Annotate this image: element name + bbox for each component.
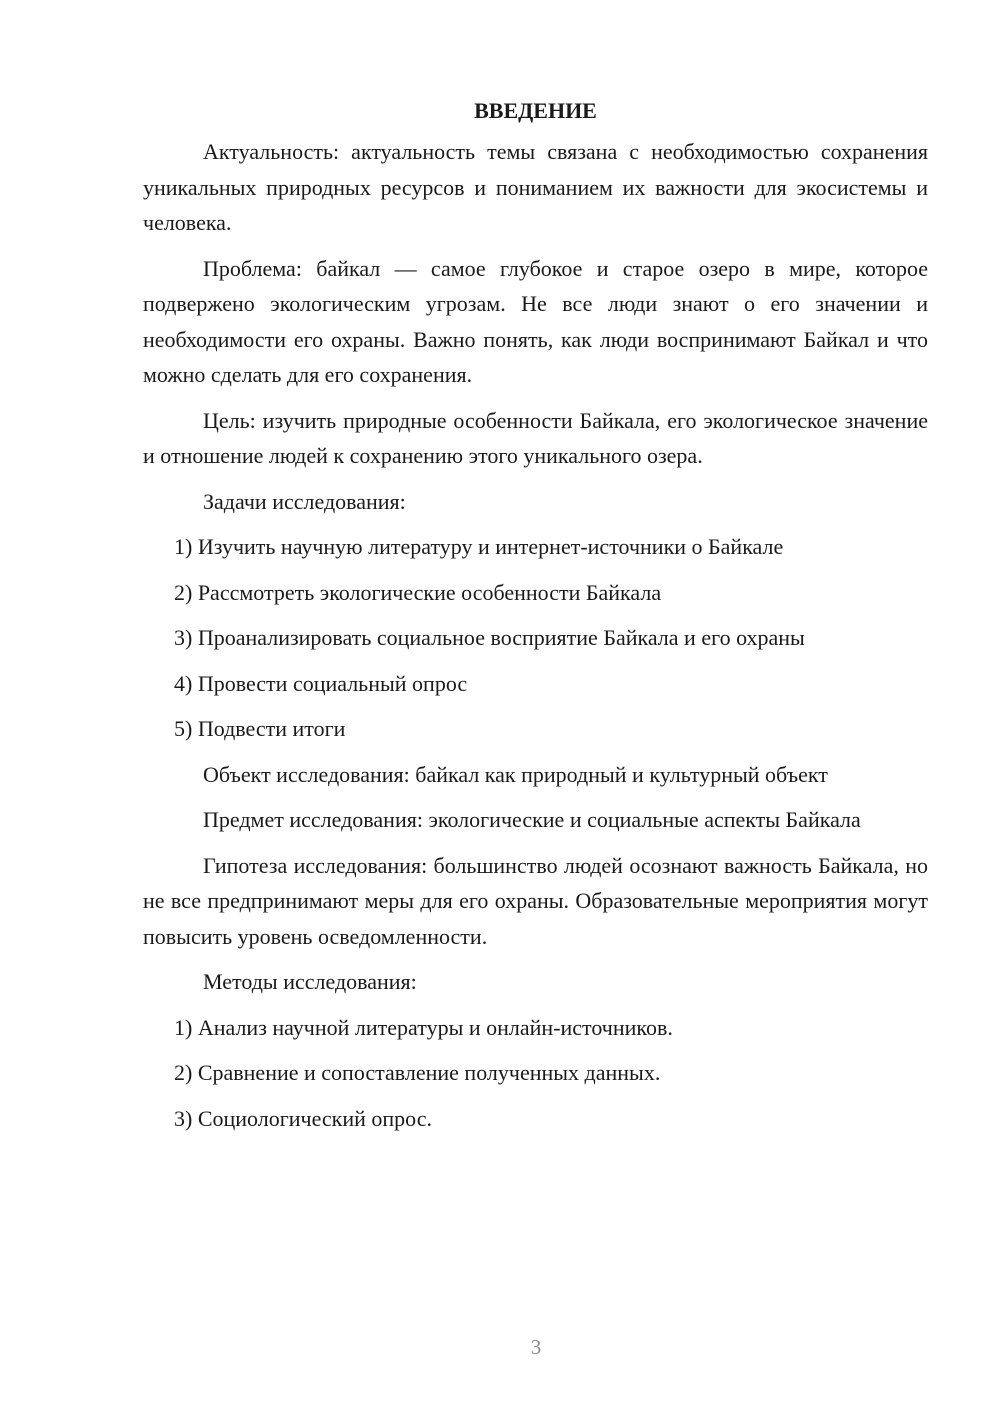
tasks-label: Задачи исследования: bbox=[203, 488, 406, 514]
list-item: 1) Изучить научную литературу и интернет-источники о Байкале bbox=[174, 534, 784, 559]
methods-label: Методы исследования: bbox=[203, 969, 417, 994]
hypothesis-paragraph: Гипотеза исследования: большинство людей осознают важность Байкала, но не все предпринимают меры для его охраны. Образовательные мероприятия могут повысить уровень осведомленности. bbox=[143, 852, 928, 949]
list-item: 4) Провести социальный опрос bbox=[174, 670, 468, 696]
list-item: 1) Анализ научной литературы и онлайн-источников. bbox=[174, 1014, 673, 1040]
list-item: 3) Социологический опрос. bbox=[174, 1105, 432, 1131]
page-number: 3 bbox=[530, 1335, 542, 1359]
list-item: 3) Проанализировать социальное восприятие Байкала и его охраны bbox=[174, 625, 805, 650]
tasks-list bbox=[143, 529, 928, 747]
list-item: 2) Сравнение и сопоставление полученных данных. bbox=[174, 1060, 661, 1085]
list-item: 5) Подвести итоги bbox=[174, 716, 346, 741]
page-content bbox=[143, 93, 928, 1146]
problem-paragraph: Проблема: байкал — самое глубокое и старое озеро в мире, которое подвержено экологическим угрозам. Не все люди знают о его значении и необходимости его охраны. Важно понять, как люди воспринимают Байкал и что можно сделать для его сохранения. bbox=[143, 255, 928, 387]
methods-list bbox=[143, 1010, 928, 1137]
list-item: 2) Рассмотреть экологические особенности Байкала bbox=[174, 579, 662, 605]
goal-paragraph: Цель: изучить природные особенности Байкала, его экологическое значение и отношение людей к сохранению этого уникального озера. bbox=[143, 407, 928, 468]
relevance-paragraph: Актуальность: актуальность темы связана с необходимостью сохранения уникальных природных ресурсов и пониманием их важности для экосистемы и человека. bbox=[143, 139, 928, 235]
object-line: Объект исследования: байкал как природный и культурный объект bbox=[203, 761, 828, 787]
subject-paragraph: Предмет исследования: экологические и социальные аспекты Байкала bbox=[203, 807, 861, 832]
section-title: ВВЕДЕНИЕ bbox=[474, 98, 597, 123]
